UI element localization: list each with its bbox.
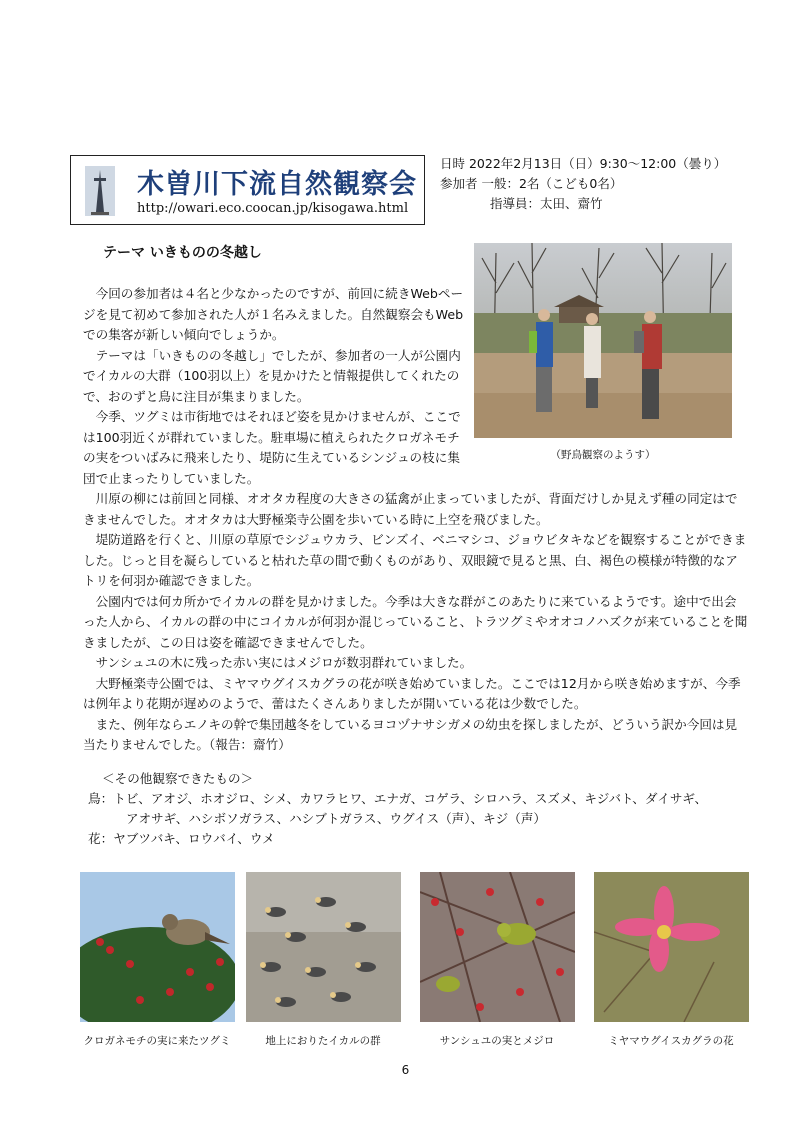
photo-caption: 地上におりたイカルの群 — [265, 1035, 381, 1047]
event-guides: 指導員：太田、齋竹 — [490, 196, 603, 211]
paragraph: 今季、ツグミは市街地ではそれほど姿を見かけませんが、ここでは100羽近くが群れていました。駐車場に植えられたクロガネモチの実をついばみに飛来したり、堤防に生えているシンジュの枝に集団で止まったりしていました。 — [83, 409, 461, 486]
white-eye-photo — [420, 872, 575, 1022]
event-participants: 参加者 一般：2名（こども0名） — [440, 176, 623, 191]
page-number: 6 — [401, 1063, 410, 1077]
paragraph: また、例年ならエノキの幹で集団越冬をしているヨコヅナサシガメの幼虫を探しましたが、どういう訳か今回は見当たりませんでした。（報告：齋竹） — [83, 716, 738, 752]
paragraph: テーマは「いきものの冬越し」でしたが、参加者の一人が公園内でイカルの大群（100羽以上）を見かけたと情報提供してくれたので、おのずと鳥に注目が集まりました。 — [83, 347, 461, 404]
photo-caption: クロガネモチの実に来たツグミ — [83, 1035, 231, 1047]
bird-watching-photo — [474, 243, 732, 438]
paragraph: 公園内では何カ所かでイカルの群を見かけました。今季は大きな群がこのあたりに来ているようです。途中で出会った人から、イカルの群の中にコイカルが何羽か混じっていること、トラツグミやオオコノハズクが来ていることを聞きましたが、この日は姿を確認できませんでした。 — [83, 593, 748, 650]
report-body-left — [83, 284, 465, 489]
paragraph: 大野極楽寺公園では、ミヤマウグイスカグラの花が咲き始めていました。ここでは12月から咲き始めますが、今季は例年より花期が遅めのようで、蕾はたくさんありましたが開いている花は少数でした。 — [83, 675, 741, 711]
flowers-list: 花：ヤブツバキ、ロウバイ、ウメ — [88, 831, 275, 846]
paragraph: 今回の参加者は４名と少なかったのですが、前回に続きWebページを見て初めて参加された人が１名みえました。自然観察会もWebでの集客が新しい傾向でしょうか。 — [83, 286, 464, 342]
paragraph: 堤防道路を行くと、川原の草原でシジュウカラ、ビンズイ、ベニマシコ、ジョウビタキなどを観察することができました。じっと目を凝らしていると枯れた草の間で動くものがあり、双眼鏡で見ると黒、白、褐色の模様が特徴的なアトリを何羽か確認できました。 — [83, 532, 747, 588]
birds-list-continued: アオサギ、ハシボソガラス、ハシブトガラス、ウグイス（声）、キジ（声） — [126, 811, 546, 826]
other-observations — [88, 769, 707, 849]
site-url: http://owari.eco.coocan.jp/kisogawa.html — [137, 201, 409, 216]
paragraph: サンシュユの木に残った赤い実にはメジロが数羽群れていました。 — [95, 655, 473, 670]
thrush-photo — [80, 872, 235, 1022]
report-body-full — [83, 489, 748, 756]
photo-caption: ミヤマウグイスカグラの花 — [608, 1035, 734, 1047]
grosbeak-flock-photo — [246, 872, 401, 1022]
event-date: 日時 2022年2月13日（日）9:30～12:00（曇り） — [440, 156, 727, 171]
paragraph: 川原の柳には前回と同様、オオタカ程度の大きさの猛禽が止まっていましたが、背面だけしか見えず種の同定はできませんでした。オオタカは大野極楽寺公園を歩いている時に上空を飛びました。 — [83, 491, 738, 527]
header-title-box — [70, 155, 425, 225]
main-photo-caption: （野鳥観察のようす） — [550, 449, 656, 461]
other-observations-heading: ＜その他観察できたもの＞ — [102, 771, 254, 786]
photo-caption: サンシュユの実とメジロ — [439, 1035, 555, 1047]
birds-list: 鳥：トビ、アオジ、ホオジロ、シメ、カワラヒワ、エナガ、コゲラ、シロハラ、スズメ、キジバト、ダイサギ、 — [88, 791, 708, 806]
honeysuckle-flower-photo — [594, 872, 749, 1022]
tower-logo-icon — [85, 166, 115, 216]
site-title: 木曽川下流自然観察会 — [137, 169, 417, 200]
theme-heading: テーマ いきものの冬越し — [103, 245, 262, 261]
